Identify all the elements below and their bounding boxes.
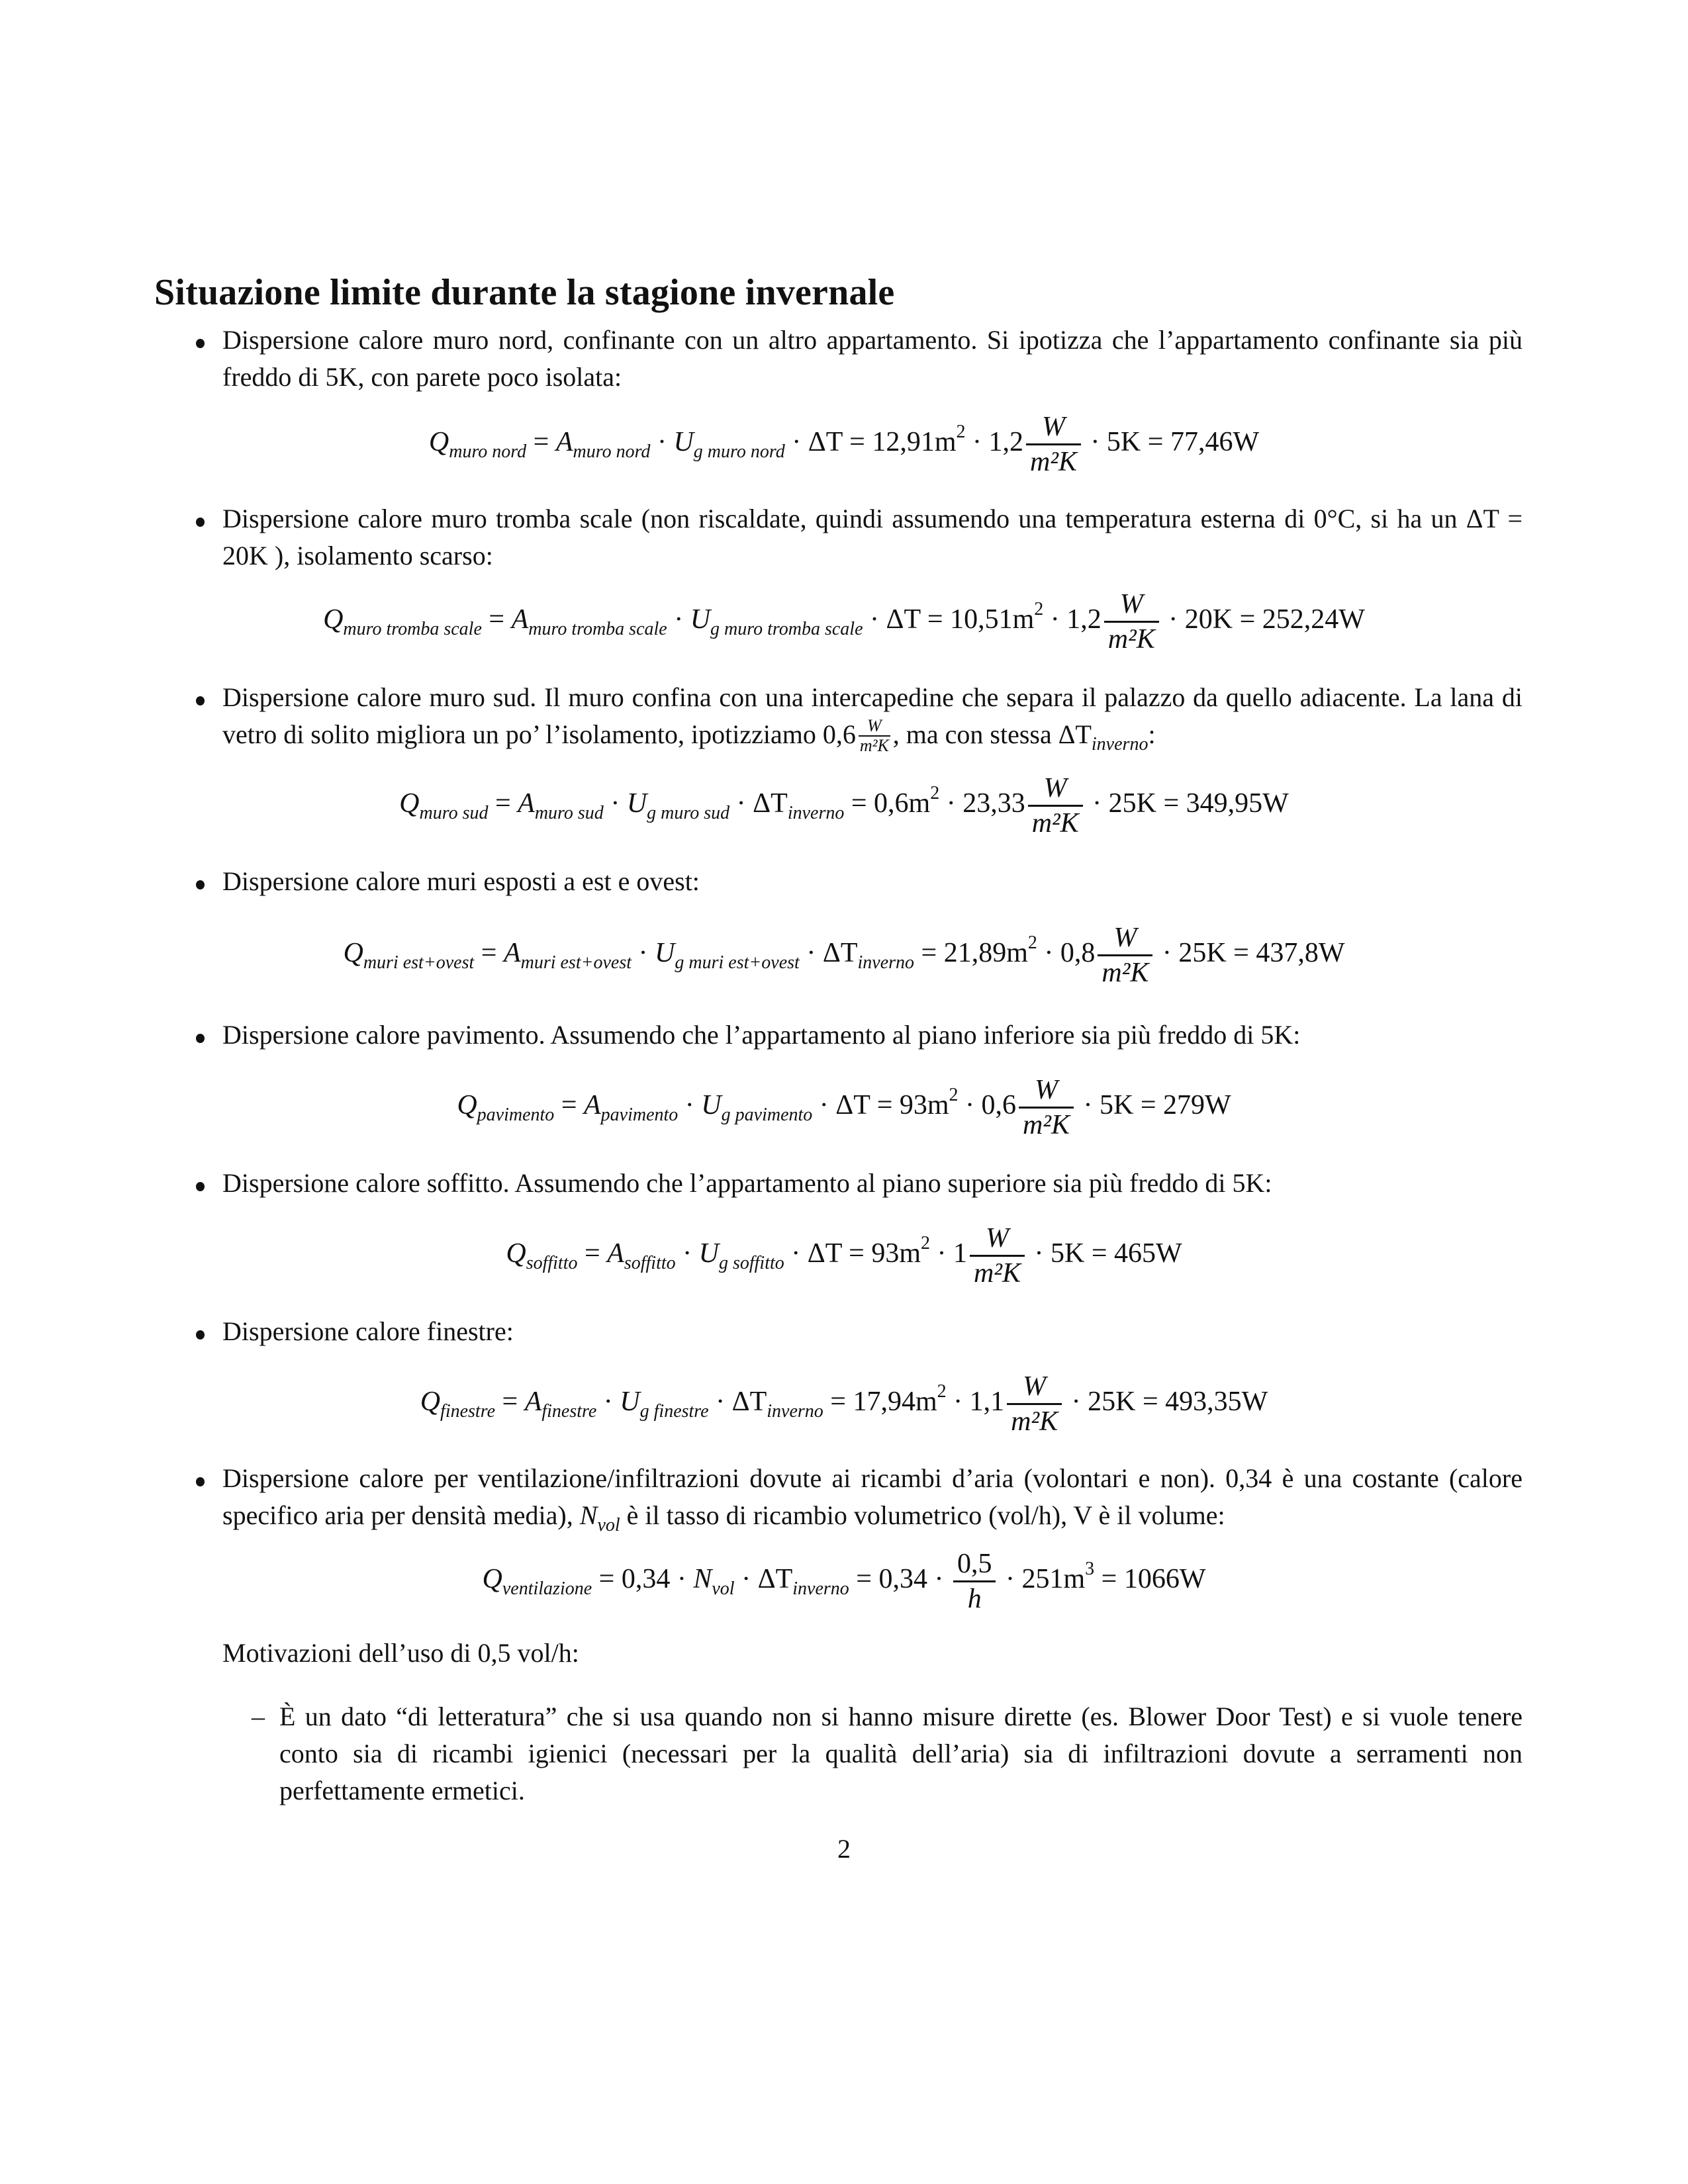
eq-fraction xyxy=(1007,1370,1062,1438)
eq-delta: 5K xyxy=(1050,1238,1085,1269)
eq-symbol: Q xyxy=(420,1387,441,1418)
eq-area: 0,6m xyxy=(874,788,931,819)
eq-subscript: vol xyxy=(712,1578,735,1600)
eq-symbol: Q xyxy=(343,938,363,969)
eq-area: 17,94m xyxy=(853,1387,937,1418)
eq-dot: · xyxy=(1034,1238,1044,1269)
eq-equals: = xyxy=(856,1564,872,1595)
item-text xyxy=(222,1460,1523,1544)
bullet-icon xyxy=(196,679,207,716)
eq-dot: · xyxy=(657,427,667,458)
frac-denominator: m²K xyxy=(1028,805,1083,840)
eq-symbol: A xyxy=(524,1387,542,1418)
eq-exponent: 2 xyxy=(949,1085,959,1106)
eq-subscript: inverno xyxy=(857,952,915,974)
motivazioni-text: È un dato “di letteratura” che si usa quando non si hanno misure dirette (es. Blower Door Test) e si vuole tenere conto sia di ricambi igienici (necessari per la qualità dell’aria) sia di infiltrazioni dovute a serramenti non perfettamente ermetici. xyxy=(279,1702,1523,1805)
eq-dot: · xyxy=(674,604,684,635)
eq-symbol: U xyxy=(626,788,647,819)
eq-fraction xyxy=(1028,772,1083,840)
eq-dot: · xyxy=(870,604,880,635)
frac-numerator: W xyxy=(986,1223,1009,1253)
eq-dot: · xyxy=(736,788,746,819)
eq-dot: · xyxy=(684,1090,694,1121)
eq-equals: = xyxy=(494,788,511,819)
item-text-part: Dispersione calore muro sud. Il muro confina con una intercapedine che separa il palazzo da quello adiacente. La lana di vetro di solito migliora un po’ l’isolamento, ipotizziamo 0,6 xyxy=(222,682,1523,749)
frac-numerator: 0,5 xyxy=(957,1549,992,1579)
eq-dot: · xyxy=(716,1387,726,1418)
eq-equals: = xyxy=(1101,1564,1117,1595)
eq-exponent: 2 xyxy=(1034,599,1044,620)
eq-subscript: finestre xyxy=(541,1401,597,1422)
frac-denominator: m²K xyxy=(1019,1107,1074,1142)
eq-delta-t: ΔT xyxy=(822,938,858,969)
eq-symbol: Q xyxy=(457,1090,477,1121)
eq-equals: = xyxy=(1233,938,1249,969)
eq-delta-t: ΔT xyxy=(757,1564,793,1595)
eq-subscript: finestre xyxy=(440,1401,495,1422)
eq-equals: = xyxy=(598,1564,615,1595)
eq-delta: 25K xyxy=(1088,1387,1136,1418)
item-symbol: N xyxy=(579,1500,598,1530)
eq-equals: = xyxy=(830,1387,846,1418)
item-text: Dispersione calore pavimento. Assumendo che l’appartamento al piano inferiore sia più freddo di 5K: xyxy=(222,1020,1301,1050)
eq-exponent: 2 xyxy=(921,1233,931,1254)
eq-result: 493,35W xyxy=(1165,1387,1268,1418)
eq-subscript: muro tromba scale xyxy=(343,619,482,640)
bullet-icon xyxy=(196,1460,207,1497)
eq-equals: = xyxy=(1147,427,1164,458)
eq-equals: = xyxy=(849,1238,865,1269)
eq-exponent: 2 xyxy=(937,1381,947,1402)
eq-equals: = xyxy=(489,604,505,635)
motivazioni-point xyxy=(252,1698,1523,1809)
eq-fraction xyxy=(970,1222,1025,1290)
eq-symbol: Q xyxy=(506,1238,526,1269)
item-text: Dispersione calore soffitto. Assumendo che l’appartamento al piano superiore sia più freddo di 5K: xyxy=(222,1168,1272,1198)
eq-coefficient: 0,6 xyxy=(981,1090,1017,1121)
eq-area: 10,51m xyxy=(950,604,1035,635)
eq-delta-t: ΔT xyxy=(807,1238,842,1269)
list-item-ventilazione xyxy=(199,1460,1523,1544)
eq-equals: = xyxy=(533,427,549,458)
item-text xyxy=(222,679,1523,763)
eq-dot: · xyxy=(1005,1564,1015,1595)
eq-subscript: g muro nord xyxy=(693,441,785,463)
frac-numerator: W xyxy=(1119,589,1143,619)
eq-equals: = xyxy=(876,1090,893,1121)
eq-result: 77,46W xyxy=(1170,427,1260,458)
eq-symbol: U xyxy=(673,427,694,458)
frac-numerator: W xyxy=(867,716,882,735)
eq-symbol: U xyxy=(698,1238,719,1269)
eq-symbol: Q xyxy=(482,1564,502,1595)
equation-tromba-scale xyxy=(0,588,1688,656)
frac-denominator: m²K xyxy=(1098,954,1152,989)
eq-dot: · xyxy=(1162,938,1172,969)
eq-coefficient: 1,1 xyxy=(969,1387,1005,1418)
eq-dot: · xyxy=(638,938,648,969)
list-item-soffitto xyxy=(199,1165,1523,1202)
eq-symbol: N xyxy=(693,1564,712,1595)
frac-numerator: W xyxy=(1113,923,1137,953)
eq-dot: · xyxy=(792,427,802,458)
frac-numerator: W xyxy=(1043,773,1067,803)
eq-exponent: 3 xyxy=(1085,1559,1095,1580)
eq-equals: = xyxy=(561,1090,577,1121)
item-text: Dispersione calore muri esposti a est e ovest: xyxy=(222,866,700,896)
eq-subscript: g finestre xyxy=(639,1401,709,1422)
eq-area: 93m xyxy=(899,1090,949,1121)
eq-delta: 5K xyxy=(1099,1090,1134,1121)
eq-equals: = xyxy=(851,788,867,819)
eq-subscript: pavimento xyxy=(477,1105,555,1126)
eq-dot: · xyxy=(937,1238,947,1269)
eq-delta: 25K xyxy=(1178,938,1227,969)
eq-constant: 0,34 xyxy=(878,1564,927,1595)
frac-denominator: m²K xyxy=(1104,621,1159,656)
eq-delta-t: ΔT xyxy=(835,1090,870,1121)
eq-dot: · xyxy=(741,1564,751,1595)
eq-dot: · xyxy=(610,788,620,819)
eq-symbol: Q xyxy=(428,427,449,458)
eq-subscript: inverno xyxy=(792,1578,849,1600)
eq-symbol: A xyxy=(555,427,573,458)
eq-dot: · xyxy=(791,1238,801,1269)
eq-dot: · xyxy=(1168,604,1178,635)
eq-fraction xyxy=(953,1547,996,1615)
eq-equals: = xyxy=(481,938,497,969)
eq-dot: · xyxy=(953,1387,963,1418)
item-text-part: , ma con stessa ΔT xyxy=(892,719,1092,749)
bullet-icon xyxy=(196,1313,207,1350)
eq-coefficient: 0,8 xyxy=(1060,938,1096,969)
eq-dot: · xyxy=(965,1090,975,1121)
eq-delta: 25K xyxy=(1108,788,1156,819)
inline-fraction xyxy=(859,717,890,755)
eq-symbol: A xyxy=(607,1238,624,1269)
eq-equals: = xyxy=(1091,1238,1107,1269)
eq-delta: 20K xyxy=(1184,604,1233,635)
eq-volume: 251m xyxy=(1021,1564,1086,1595)
equation-muro-sud xyxy=(0,772,1688,840)
eq-delta-t: ΔT xyxy=(808,427,843,458)
eq-fraction xyxy=(1104,588,1159,656)
eq-subscript: ventilazione xyxy=(502,1578,592,1600)
eq-subscript: muri est+ovest xyxy=(363,952,475,974)
eq-equals: = xyxy=(921,938,937,969)
eq-dot: · xyxy=(972,427,982,458)
eq-dot: · xyxy=(806,938,816,969)
frac-numerator: W xyxy=(1035,1075,1058,1105)
eq-symbol: U xyxy=(701,1090,722,1121)
eq-subscript: g muri est+ovest xyxy=(675,952,800,974)
bullet-icon xyxy=(196,863,207,900)
eq-delta-t: ΔT xyxy=(753,788,788,819)
eq-result: 1066W xyxy=(1123,1564,1206,1595)
equation-muri-est-ovest xyxy=(0,921,1688,989)
eq-subscript: inverno xyxy=(767,1401,823,1422)
eq-dot: · xyxy=(1071,1387,1081,1418)
eq-equals: = xyxy=(502,1387,518,1418)
item-text-part: è il tasso di ricambio volumetrico (vol/h), V è il volume: xyxy=(620,1500,1225,1530)
eq-result: 252,24W xyxy=(1262,604,1365,635)
eq-equals: = xyxy=(584,1238,600,1269)
bullet-icon xyxy=(196,500,207,537)
eq-result: 279W xyxy=(1163,1090,1231,1121)
frac-denominator: m²K xyxy=(1026,443,1081,478)
eq-equals: = xyxy=(849,427,865,458)
eq-area: 93m xyxy=(871,1238,921,1269)
eq-delta: 5K xyxy=(1106,427,1141,458)
equation-finestre xyxy=(0,1370,1688,1438)
item-subscript: inverno xyxy=(1091,734,1149,754)
list-item-pavimento xyxy=(199,1017,1523,1054)
equation-muro-nord xyxy=(0,410,1688,478)
bullet-icon xyxy=(196,1165,207,1202)
eq-symbol: A xyxy=(503,938,521,969)
eq-equals: = xyxy=(1142,1387,1158,1418)
eq-dot: · xyxy=(1044,938,1054,969)
frac-denominator: m²K xyxy=(970,1255,1025,1290)
eq-symbol: Q xyxy=(399,788,420,819)
eq-dot: · xyxy=(682,1238,692,1269)
item-text: Dispersione calore muro tromba scale (non riscaldate, quindi assumendo una temperatura esterna di 0°C, si ha un ΔT = 20K ), isolamento scarso: xyxy=(222,504,1523,570)
eq-symbol: U xyxy=(690,604,711,635)
eq-dot: · xyxy=(946,788,956,819)
eq-subscript: muro sud xyxy=(419,803,489,824)
eq-dot: · xyxy=(1083,1090,1093,1121)
eq-delta-t: ΔT xyxy=(886,604,921,635)
list-item-muri-est-ovest xyxy=(199,863,1523,900)
item-text: Dispersione calore finestre: xyxy=(222,1316,514,1346)
eq-exponent: 2 xyxy=(930,783,940,804)
eq-coefficient: 23,33 xyxy=(962,788,1025,819)
motivazioni-heading: Motivazioni dell’uso di 0,5 vol/h: xyxy=(222,1638,579,1668)
eq-constant: 0,34 xyxy=(621,1564,671,1595)
eq-subscript: inverno xyxy=(787,803,845,824)
eq-subscript: g pavimento xyxy=(721,1105,813,1126)
eq-symbol: A xyxy=(511,604,529,635)
eq-dot: · xyxy=(934,1564,944,1595)
eq-dot: · xyxy=(677,1564,686,1595)
eq-fraction xyxy=(1026,410,1081,478)
eq-exponent: 2 xyxy=(1027,933,1037,954)
eq-subscript: g muro tromba scale xyxy=(710,619,863,640)
equation-pavimento xyxy=(0,1073,1688,1142)
eq-subscript: muro sud xyxy=(534,803,604,824)
eq-coefficient: 1 xyxy=(953,1238,968,1269)
eq-equals: = xyxy=(1140,1090,1156,1121)
bullet-icon xyxy=(196,1017,207,1054)
equation-ventilazione xyxy=(0,1547,1688,1615)
list-item-tromba-scale xyxy=(199,500,1523,574)
eq-equals: = xyxy=(927,604,943,635)
frac-denominator: m²K xyxy=(859,736,889,755)
eq-symbol: Q xyxy=(323,604,344,635)
list-item-muro-nord xyxy=(199,322,1523,396)
bullet-icon xyxy=(196,322,207,359)
eq-symbol: A xyxy=(518,788,535,819)
item-text: Dispersione calore muro nord, confinante con un altro appartamento. Si ipotizza che l’appartamento confinante sia più freddo di 5K, con parete poco isolata: xyxy=(222,325,1523,392)
dash-marker: – xyxy=(252,1702,265,1731)
eq-fraction xyxy=(1098,921,1152,989)
eq-delta-t: ΔT xyxy=(731,1387,767,1418)
eq-subscript: muro nord xyxy=(449,441,527,463)
eq-coefficient: 1,2 xyxy=(1066,604,1102,635)
eq-subscript: muro tromba scale xyxy=(528,619,667,640)
eq-symbol: A xyxy=(584,1090,601,1121)
eq-dot: · xyxy=(1050,604,1060,635)
page-number: 2 xyxy=(837,1834,851,1864)
eq-result: 437,8W xyxy=(1256,938,1345,969)
item-text-part: : xyxy=(1148,719,1156,749)
eq-subscript: pavimento xyxy=(600,1105,679,1126)
eq-dot: · xyxy=(1090,427,1100,458)
eq-coefficient: 1,2 xyxy=(988,427,1023,458)
frac-denominator: m²K xyxy=(1007,1403,1062,1438)
eq-area: 12,91m xyxy=(872,427,957,458)
eq-dot: · xyxy=(819,1090,829,1121)
frac-numerator: W xyxy=(1041,412,1065,442)
frac-denominator: h xyxy=(953,1580,996,1615)
eq-equals: = xyxy=(1239,604,1256,635)
eq-subscript: soffitto xyxy=(526,1253,578,1274)
item-subscript: vol xyxy=(597,1515,620,1535)
eq-subscript: g muro sud xyxy=(647,803,730,824)
frac-numerator: W xyxy=(1023,1371,1047,1402)
eq-result: 465W xyxy=(1114,1238,1182,1269)
eq-exponent: 2 xyxy=(956,422,966,443)
eq-area: 21,89m xyxy=(943,938,1028,969)
item-text-part: Dispersione calore per ventilazione/infiltrazioni dovute ai ricambi d’aria (volontari e non). 0,34 è una costante (calore specifico aria per densità media), xyxy=(222,1463,1523,1530)
section-title: Situazione limite durante la stagione invernale xyxy=(154,271,895,313)
eq-symbol: U xyxy=(655,938,675,969)
eq-subscript: g soffitto xyxy=(718,1253,784,1274)
list-item-muro-sud xyxy=(199,679,1523,763)
eq-fraction xyxy=(1019,1073,1074,1142)
eq-subscript: muro nord xyxy=(573,441,651,463)
equation-soffitto xyxy=(0,1222,1688,1290)
eq-subscript: soffitto xyxy=(624,1253,676,1274)
eq-result: 349,95W xyxy=(1186,788,1289,819)
eq-dot: · xyxy=(1092,788,1102,819)
list-item-finestre xyxy=(199,1313,1523,1350)
eq-equals: = xyxy=(1163,788,1180,819)
eq-dot: · xyxy=(603,1387,613,1418)
eq-subscript: muri est+ovest xyxy=(520,952,632,974)
eq-symbol: U xyxy=(620,1387,640,1418)
